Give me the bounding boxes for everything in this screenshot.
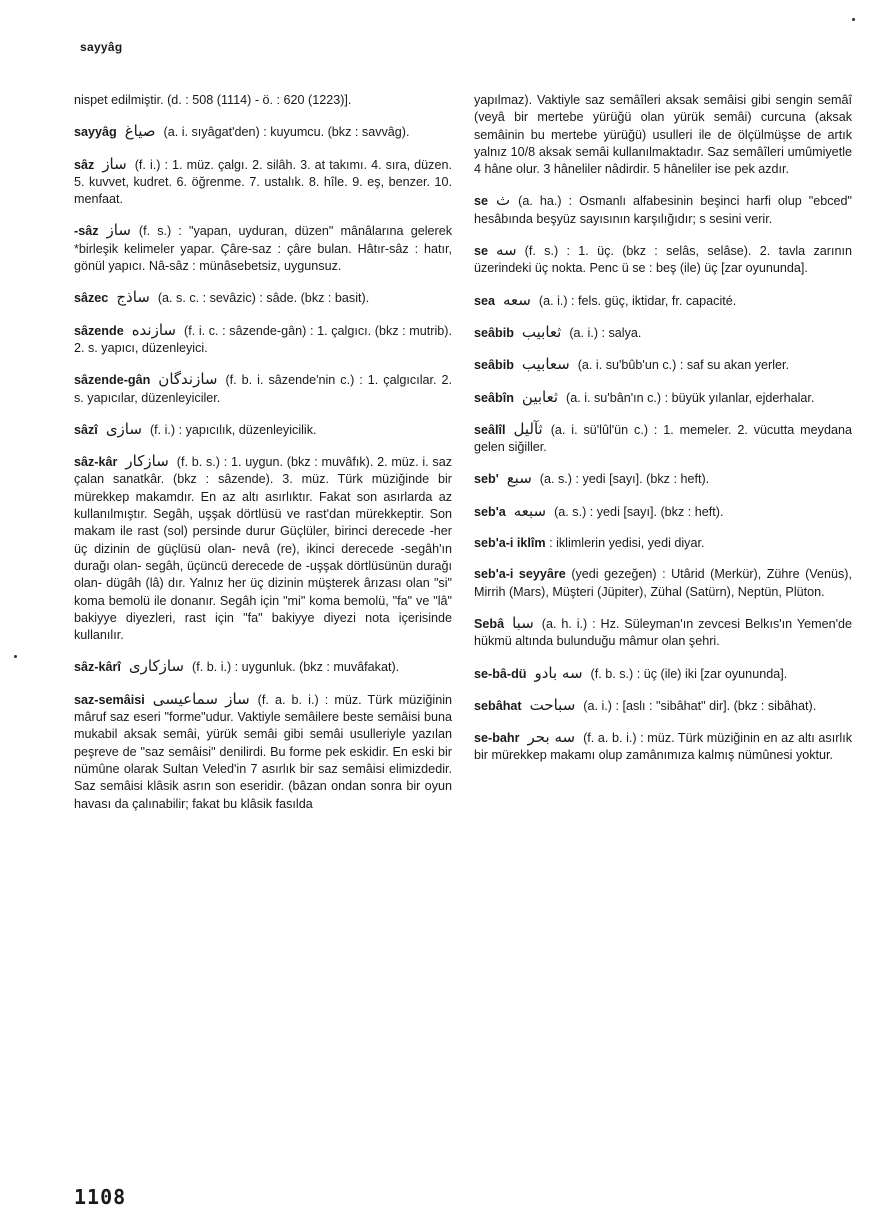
definition-text: (f. i. c. : sâzende-gân) : 1. çalgıcı. (bkz : mutrib). 2. s. yapıcı, düzenleyici. [74, 323, 452, 355]
arabic-script: سازكارى [128, 657, 184, 676]
headword: seb'a-i iklîm [474, 536, 546, 551]
headword: sâz-kârî [74, 660, 121, 675]
definition-text: (f. b. s.) : 1. uygun. (bkz : muvâfık). 2. müz. i. saz çalan sanatkâr. (bkz : sâzende). 3. müz. Türk müziğinde bir mürekkep makamdır. En az altı asırlıktır. Fakat son asırlarda az kullanılmıştır. Segâh, uşşak dörtlüsü ve rast'dan mürekkeptir. Son makam ile rast (sol) persinde durur Güçlüler, birinci derecede -her üç dizinin de güçlüsü olan- nevâ (re), ikinci derecede -segâh'ın durağı olan- segâh, üçüncü derecede de -uşşak dörtlüsünün durağı olan- dügâh (lâ) dır. Yalnız her üç dizinin müşterek ârızası olan "si" koma bemolü ile donanır. Segâh için "mi" koma bemolü, "fa" ve "lâ" bakiyye diyezleri, rast için "fa" bakiyye diyezi nota içerisinde kullanılır. [74, 455, 452, 643]
headword: seâbib [474, 358, 514, 373]
dictionary-entry [74, 222, 452, 275]
headword: seâbîn [474, 390, 514, 405]
headword: sâzî [74, 422, 98, 437]
arabic-script: سعابيب [521, 355, 570, 374]
dictionary-entry [74, 371, 452, 407]
definition-text: (f. s.) : 1. üç. (bkz : selâs, selâse). 2. tavla zarının üzerindeki üç nokta. Penc ü se : beş (ile) üç [zar oyununda]. [474, 244, 852, 276]
definition-text: (f. a. b. i.) : müz. Türk müziğinin en az altı asırlık bir mürekkep makamı olup zamânımıza kalmış nümûnesi yoktur. [474, 731, 852, 763]
dictionary-entry [74, 123, 452, 141]
arabic-script: سعه [503, 290, 531, 309]
definition-text: (a. i.) : fels. güç, iktidar, fr. capacité. [538, 293, 737, 308]
headword: sâzende [74, 323, 124, 338]
headword: Sebâ [474, 616, 505, 631]
definition-text: (f. s.) : "yapan, uyduran, düzen" mânâlarına gelerek *birleşik kelimeler yapar. Çâre-saz : çâre bulan. Hâtır-sâz : hatır, gönül yapıcı. Nâ-sâz : münâsebetsiz, uygunsuz. [74, 224, 452, 274]
headword: sâz [74, 157, 95, 172]
headword: sâz-kâr [74, 455, 118, 470]
arabic-script: سازكار [125, 452, 169, 471]
dictionary-entry [474, 665, 852, 683]
headword: seb'a [474, 504, 506, 519]
definition-text: (a. s. c. : sevâzic) : sâde. (bkz : basit). [157, 291, 370, 306]
headword: -sâz [74, 224, 99, 239]
arabic-script: سبا [512, 613, 534, 632]
page-number: 1108 [74, 1185, 127, 1209]
headword: seâbib [474, 325, 514, 340]
arabic-script: ثعابين [521, 387, 559, 406]
headword: sebâhat [474, 698, 522, 713]
dictionary-entry [474, 566, 852, 601]
dictionary-entry [474, 242, 852, 278]
headword: sâzec [74, 291, 109, 306]
dictionary-entry [474, 615, 852, 651]
arabic-script: سازنده [131, 320, 176, 339]
arabic-script: سازى [105, 419, 142, 438]
arabic-script: سه بحر [527, 728, 576, 747]
headword: sea [474, 293, 496, 308]
headword: sâzende-gân [74, 373, 151, 388]
dictionary-entry [74, 156, 452, 209]
dictionary-entry [474, 697, 852, 715]
headword: saz-semâisi [74, 692, 145, 707]
definition-text: (f. b. s.) : üç (ile) iki [zar oyununda]. [590, 666, 788, 681]
dictionary-entry [474, 421, 852, 457]
dictionary-entry [474, 503, 852, 521]
arabic-script: سه [496, 241, 517, 260]
arabic-script: ساذج [116, 288, 150, 307]
definition-text: (f. i.) : yapıcılık, düzenleyicilik. [149, 422, 317, 437]
dictionary-entry [474, 470, 852, 488]
definition-text: (a. i. su'bân'ın c.) : büyük yılanlar, ejderhalar. [566, 390, 815, 405]
definition-text: yapılmaz). Vaktiyle saz semâîleri aksak semâisi gibi sengin semâî (veyâ bir mertebe yürüğü olan yürük semâi) curcuna (aksak semâinin bu mertebe yürüğü) usulleri ile de ölçülmüşse de artık yalnız 10/8 aksak semâi kullanılmaktadır. Saz semâîleri umûmiyetle 4 hâne olur. 3 hâneliler nâdirdir. 5 hâneliler ise pek azdır. [474, 93, 852, 177]
definition-text: (f. a. b. i.) : müz. Türk müziğinin mâruf saz eseri "forme"udur. Vaktiyle semâilere beste semâisi buna mukabil aksak semâi, yürük semâi gibi semâi usulleriyle yazılan peşreve de "saz semâisi" denilirdi. Bu forme pek eskidir. En eski bir nümûne olarak Sultan Veled'in 7 asırlık bir saz semâisi elimizdedir. Saz semâisi klâsik asrın son eseridir. (bâzan ondan sonra bir oyun havası da çalınabilir; fakat bu klâsik fasılda [74, 692, 452, 811]
definition-text: (a. i. sıyâgat'den) : kuyumcu. (bkz : savvâg). [163, 125, 410, 140]
dictionary-entry [474, 356, 852, 374]
arabic-script: سبع [506, 469, 532, 488]
continuation-paragraph [74, 92, 452, 109]
definition-text: (a. i.) : [aslı : "sibâhat" dir]. (bkz : sibâhat). [583, 698, 817, 713]
headword: sayyâg [74, 125, 117, 140]
definition-text: (a. i.) : salya. [569, 325, 642, 340]
dictionary-entry [474, 729, 852, 765]
dictionary-entry [474, 324, 852, 342]
running-header: sayyâg [80, 40, 123, 54]
definition-text: (a. i. sü'lûl'ün c.) : 1. memeler. 2. vücutta meydana gelen siğiller. [474, 422, 852, 455]
headword: seb' [474, 472, 499, 487]
speck [14, 655, 17, 658]
definition-text: (f. i.) : 1. müz. çalgı. 2. silâh. 3. at takımı. 4. sıra, düzen. 5. kuvvet, kudret. 6. öğrenme. 7. ustalık. 8. hîle. 9. eş, benzer. 10. menfaat. [74, 157, 452, 207]
dictionary-entry [74, 691, 452, 813]
definition-text: nispet edilmiştir. (d. : 508 (1114) - ö. : 620 (1223)]. [74, 93, 352, 107]
left-column [74, 92, 452, 827]
definition-text: (a. s.) : yedi [sayı]. (bkz : heft). [539, 472, 710, 487]
definition-text: (f. b. i. sâzende'nin c.) : 1. çalgıcılar. 2. s. yapıcılar, düzenleyiciler. [74, 373, 452, 405]
right-column [474, 92, 852, 779]
definition-text: (a. h. i.) : Hz. Süleyman'ın zevcesi Belkıs'ın Yemen'de hükmü altında bulunduğu mâmur olan şehri. [474, 616, 852, 649]
dictionary-entry [74, 453, 452, 644]
definition-text: (a. s.) : yedi [sayı]. (bkz : heft). [554, 504, 724, 519]
dictionary-entry [474, 192, 852, 228]
definition-text: (a. i. su'bûb'un c.) : saf su akan yerler. [577, 358, 790, 373]
dictionary-entry [474, 389, 852, 407]
arabic-script: سازندگان [158, 370, 218, 389]
headword: se [474, 194, 489, 209]
headword: seb'a-i seyyâre [474, 567, 566, 582]
definition-text: (f. b. i.) : uygunluk. (bkz : muvâfakat). [192, 660, 400, 675]
dictionary-entry [474, 292, 852, 310]
arabic-script: ثآليل [513, 419, 543, 438]
dictionary-entry [74, 289, 452, 307]
dictionary-entry [74, 421, 452, 439]
headword: se-bahr [474, 731, 520, 746]
arabic-script: ثعابيب [521, 322, 562, 341]
arabic-script: سه بادو [534, 663, 583, 682]
definition-text: (a. ha.) : Osmanlı alfabesinin beşinci harfi olup "ebced" hesâbında beşyüz sayısının karşılığıdır; s sesini verir. [474, 194, 852, 226]
arabic-script: صياغ [124, 122, 156, 141]
arabic-script: ث [496, 191, 511, 210]
definition-text: : iklimlerin yedisi, yedi diyar. [549, 536, 705, 551]
headword: seâlîl [474, 422, 506, 437]
arabic-script: سباحت [529, 695, 576, 714]
arabic-script: ساز [102, 154, 127, 173]
arabic-script: ساز [106, 221, 131, 240]
arabic-script: سبعه [513, 501, 547, 520]
dictionary-entry [474, 535, 852, 552]
dictionary-entry [74, 658, 452, 676]
continuation-paragraph [474, 92, 852, 178]
headword: se-bâ-dü [474, 666, 527, 681]
dictionary-entry [74, 322, 452, 358]
arabic-script: ساز سماعيسى [152, 689, 250, 708]
definition-text: (yedi gezeğen) : Utârid (Merkür), Zühre (Venüs), Mirrih (Mars), Müşteri (Jüpiter), Zühal (Satürn), Neptün, Plüton. [474, 567, 852, 599]
speck [852, 18, 855, 21]
headword: se [474, 244, 489, 259]
